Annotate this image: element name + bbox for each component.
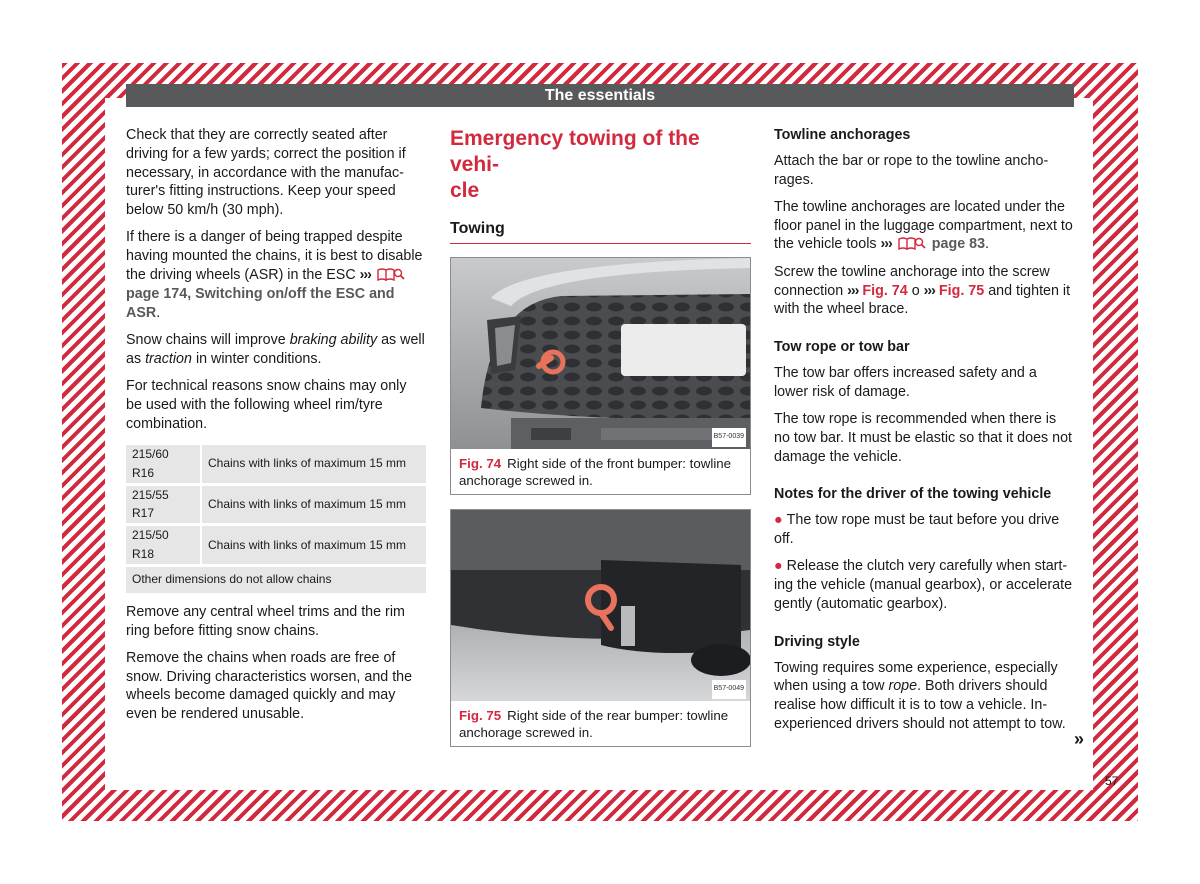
xref-esc-asr-link[interactable]: page 174, Switching on/off the ESC and ASR: [126, 285, 395, 321]
table-cell-desc: Chains with links of maximum 15 mm: [202, 526, 426, 564]
heading-driver-notes: Notes for the driver of the towing vehicle: [774, 486, 1052, 503]
middle-column: [450, 126, 751, 761]
figure-number: Fig. 74: [459, 455, 502, 471]
table-cell-size: 215/55 R17: [126, 486, 202, 524]
bullet-item: ● Release the clutch very carefully when starting the vehicle (manual gearbox), or accelerate gently (automatic gearbox).: [774, 558, 1073, 612]
rear-bumper-illustration: [451, 510, 750, 701]
bullet-item: ● The tow rope must be taut before you drive off.: [774, 512, 1060, 548]
xref-arrows: ›››: [847, 282, 859, 299]
bullet-icon: ●: [774, 512, 783, 529]
table-row: [126, 445, 426, 483]
heading-tow-rope-bar: Tow rope or tow bar: [774, 339, 910, 356]
heading-driving-style: Driving style: [774, 633, 860, 650]
snow-chain-table: [126, 442, 426, 596]
left-column: [126, 126, 426, 733]
paragraph-driving-style: Towing requires some experience, especially when using a tow rope. Both drivers should realise how difficult it is to tow a vehicle. Inexperienced drivers should not attempt to tow.: [774, 659, 1066, 732]
table-cell-desc: Chains with links of maximum 15 mm: [202, 486, 426, 524]
continue-arrow-icon: »: [1074, 729, 1085, 749]
page-header-title: The essentials: [126, 84, 1074, 107]
table-row: [126, 486, 426, 524]
section-title: Emergency towing of the vehi- cle: [450, 127, 700, 202]
paragraph-trims: Remove any central wheel trims and the rim ring before fitting snow chains.: [126, 603, 405, 639]
table-cell-size: 215/50 R18: [126, 526, 202, 564]
front-bumper-photo: [451, 258, 750, 449]
paragraph-located: The towline anchorages are located under the floor panel in the luggage compartment, next to the vehicle tools ››› page 83.: [774, 198, 1073, 253]
book-ref-icon: [898, 236, 926, 250]
heading-towline-anchorages: Towline anchorages: [774, 127, 911, 143]
figure-caption: Fig. 74 Right side of the front bumper: towline anchorage screwed in.: [459, 455, 732, 488]
paragraph-remove: Remove the chains when roads are free of snow. Driving characteristics worsen, and the wheels become damaged quickly and may even be rendered unusable.: [126, 649, 413, 723]
figure-front-bumper: [450, 257, 751, 495]
table-row: [126, 526, 426, 564]
paragraph-benefits: Snow chains will improve braking ability as well as traction in winter conditions.: [126, 331, 425, 367]
right-column: [774, 126, 1074, 742]
paragraph-seated: Check that they are correctly seated after driving for a few yards; correct the position if necessary, in accordance with the manufacturer's fitting instructions. Keep your speed below 50 km/h (30 mph).: [126, 127, 406, 219]
subsection-title: Towing: [450, 220, 751, 244]
bullet-icon: ●: [774, 558, 783, 575]
page-number: 57: [1105, 774, 1119, 788]
paragraph-screw: Screw the towline anchorage into the screw connection ››› Fig. 74 o ››› Fig. 75 and tighten it with the wheel brace.: [774, 263, 1071, 318]
xref-page-83-link[interactable]: page 83: [931, 236, 986, 253]
xref-fig-74-link[interactable]: Fig. 74: [862, 282, 908, 299]
figure-number: Fig. 75: [459, 707, 502, 723]
figure-caption: Fig. 75 Right side of the rear bumper: towline anchorage screwed in.: [459, 707, 729, 740]
figure-code: B57-0049: [712, 680, 746, 699]
table-cell-size: 215/60 R16: [126, 445, 202, 483]
figure-code: B57-0039: [712, 428, 746, 447]
front-bumper-illustration: [451, 258, 750, 449]
table-cell-desc: Chains with links of maximum 15 mm: [202, 445, 426, 483]
xref-arrows: ›››: [923, 282, 935, 299]
paragraph-trapped: If there is a danger of being trapped despite having mounted the chains, it is best to disable the driving wheels (ASR) in the ESC ››› page 174, Switching on/off the ESC and ASR.: [126, 229, 423, 321]
table-footer-row: [126, 567, 426, 593]
paragraph-attach: Attach the bar or rope to the towline anchorages.: [774, 152, 1049, 188]
xref-arrows: ›››: [359, 267, 371, 284]
xref-fig-75-link[interactable]: Fig. 75: [938, 282, 985, 299]
figure-rear-bumper: [450, 509, 751, 747]
paragraph-tow-rope: The tow rope is recommended when there is no tow bar. It must be elastic so that it does not damage the vehicle.: [774, 411, 1073, 465]
paragraph-technical: For technical reasons snow chains may only be used with the following wheel rim/tyre combination.: [126, 378, 407, 432]
book-ref-icon: [377, 267, 405, 281]
table-footer-note: Other dimensions do not allow chains: [126, 567, 426, 593]
paragraph-tow-bar: The tow bar offers increased safety and a lower risk of damage.: [774, 364, 1037, 400]
rear-bumper-photo: [451, 510, 750, 701]
xref-arrows: ›››: [880, 236, 892, 253]
